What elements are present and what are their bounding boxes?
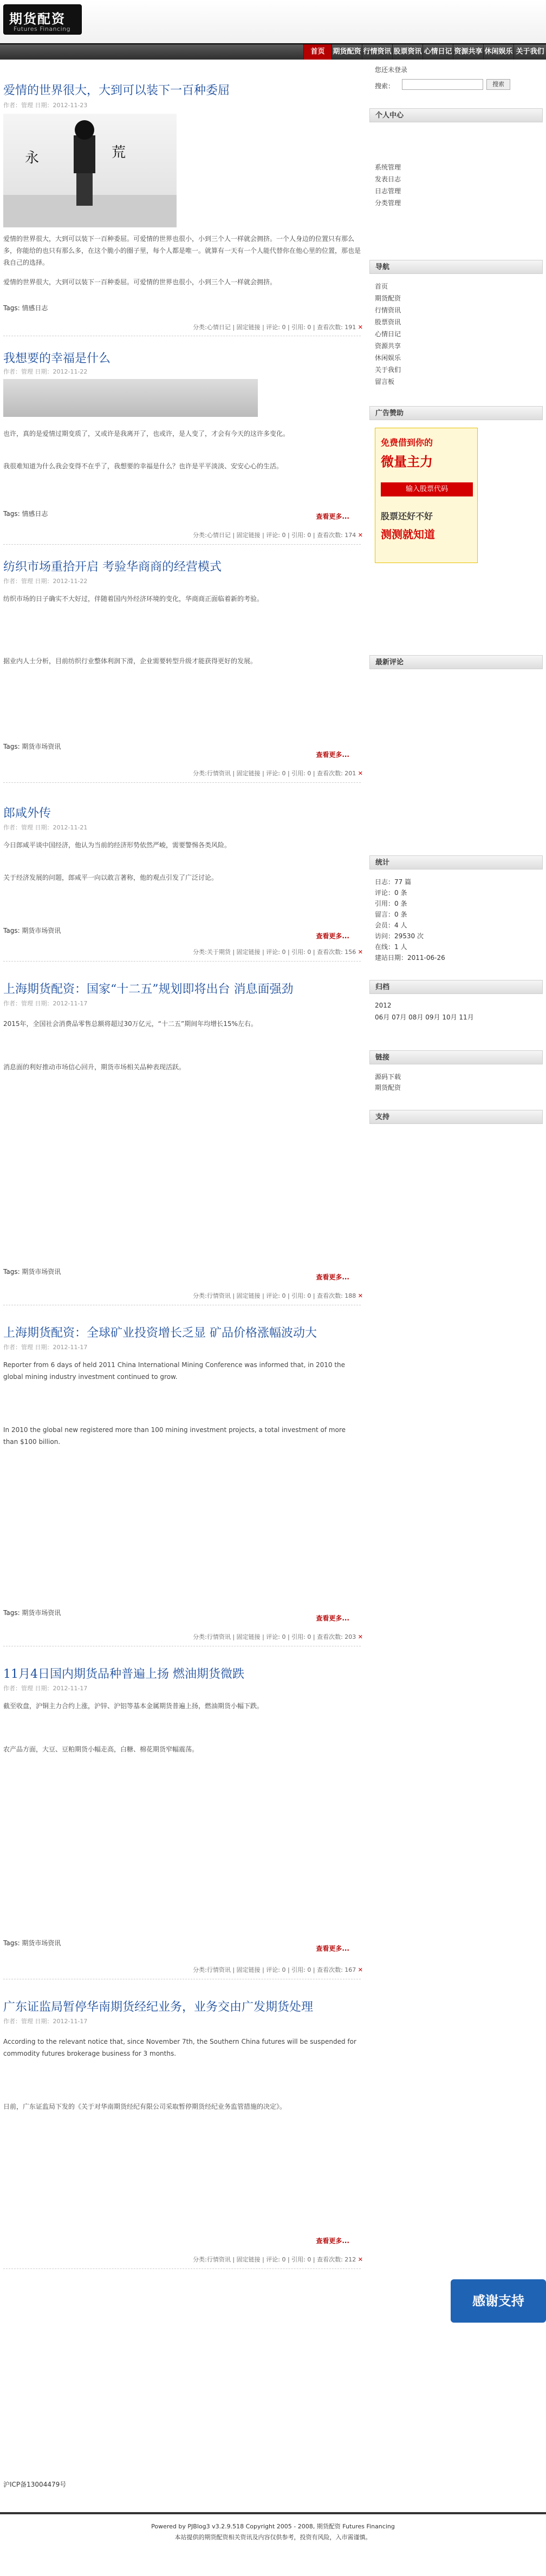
stock-ad-banner[interactable] (375, 428, 478, 563)
post-meta: 作者：管理 日期：2012-11-17 (3, 1000, 88, 1007)
friend-link[interactable]: 源码下载 (375, 1073, 401, 1081)
post-paragraph: 今日郎咸平谈中国经济，他认为当前的经济形势依然严峻，需要警惕各类风险。 (3, 841, 231, 849)
logo-sub-text: Futures Financing (14, 25, 71, 32)
post-footer-text: 分类:行情资讯 | 固定链接 | 评论: 0 | 引用: 0 | 查看次数: 203 (193, 1633, 356, 1640)
post-footer-text: 分类:心情日记 | 固定链接 | 评论: 0 | 引用: 0 | 查看次数: 191 (193, 324, 356, 331)
girl-photo-illustration (3, 114, 177, 227)
nav-link[interactable]: 期货配资 (375, 295, 401, 302)
post-footer (162, 323, 363, 331)
post-meta: 作者：管理 日期：2012-11-17 (3, 1685, 88, 1692)
post-title[interactable]: 爱情的世界很大，大到可以装下一百种委屈 (3, 84, 230, 97)
read-more-link[interactable]: 查看更多... (316, 932, 349, 940)
post-title[interactable]: 上海期货配资：国家“十二五”规划即将出台 消息面强劲 (3, 983, 294, 996)
post-paragraph: In 2010 the global new registered more than 100 mining investment projects, a total investment of more than $100 billion. (3, 1426, 346, 1446)
delete-icon[interactable]: ✕ (358, 1292, 363, 1299)
post-tags[interactable]: Tags: 期货市场资讯 (3, 1939, 61, 1947)
post-footer-text: 分类:行情资讯 | 固定链接 | 评论: 0 | 引用: 0 | 查看次数: 201 (193, 770, 356, 777)
post-paragraph: Reporter from 6 days of held 2011 China International Mining Conference was informed that, in 2010 the global mining industry investment continued to grow. (3, 1361, 346, 1381)
footer-line: Powered by PJBlog3 v3.2.9.518 Copyright 2005 - 2008, 期货配资 Futures Financing (151, 2523, 395, 2530)
post-title[interactable]: 11月4日国内期货品种普遍上扬 燃油期货微跌 (3, 1668, 244, 1681)
nav-link[interactable]: 留言板 (375, 378, 395, 385)
sidebar (369, 60, 546, 2512)
post-paragraph: According to the relevant notice that, since November 7th, the Southern China futures will be suspended for commodity futures brokerage business for 3 months. (3, 2038, 356, 2057)
post-paragraph: 农产品方面，大豆、豆粕期货小幅走高，白糖、棉花期货窄幅震荡。 (3, 1745, 199, 1753)
post-meta: 作者：管理 日期：2012-11-22 (3, 368, 88, 375)
divider (3, 544, 361, 545)
main-nav (0, 43, 546, 60)
header (0, 0, 546, 43)
stats-item: 建站日期：2011-06-26 (375, 954, 445, 962)
nav-link[interactable]: 关于我们 (375, 366, 401, 374)
post-footer (162, 1291, 363, 1300)
read-more-link[interactable]: 查看更多... (316, 1273, 349, 1281)
nav-item-stock[interactable]: 股票资讯 (392, 44, 422, 60)
ad-line: 免费借到你的 (381, 437, 433, 448)
post-footer-text: 分类:行情资讯 | 固定链接 | 评论: 0 | 引用: 0 | 查看次数: 167 (193, 1966, 356, 1973)
post-paragraph: 爱情的世界很大，大到可以装下一百种委屈。可爱情的世界也很小，小到三个人一样就会拥挤。一个人身边的位置只有那么多，你能给的也只有那么多，在这个脆小的圈子里，每个人都是唯一。就算有一天有一个人能代替你在他心里的位置，那也是我自己的选择。 (3, 235, 361, 266)
nav-item-futures[interactable]: 期货配资 (332, 44, 362, 60)
post-footer (162, 947, 363, 956)
post-tags[interactable]: Tags: 期货市场资讯 (3, 1268, 61, 1276)
divider (3, 2268, 361, 2269)
stats-item: 日志：77 篇 (375, 878, 412, 886)
ad-box-title: 广告赞助 (369, 406, 543, 420)
nav-item-resource[interactable]: 资源共享 (453, 44, 483, 60)
post-title[interactable]: 上海期货配资：全球矿业投资增长乏显 矿品价格涨幅波动大 (3, 1326, 317, 1340)
nav-item-mood[interactable]: 心情日记 (422, 44, 453, 60)
post-footer-text: 分类:行情资讯 | 固定链接 | 评论: 0 | 引用: 0 | 查看次数: 212 (193, 2256, 356, 2263)
nav-item-about[interactable]: 关于我们 (514, 44, 546, 60)
ad-line: 输入股票代码 (381, 482, 473, 496)
icp-record: 沪ICP备13004479号 (3, 2481, 67, 2488)
archive-box-title: 归档 (369, 980, 543, 994)
post-meta: 作者：管理 日期：2012-11-17 (3, 2018, 88, 2025)
links-box-title: 链接 (369, 1050, 543, 1064)
search-button[interactable]: 搜索 (486, 79, 510, 90)
post-paragraph: 关于经济发展的问题，郎咸平一向以敢言著称，他的观点引发了广泛讨论。 (3, 874, 218, 881)
post-meta: 作者：管理 日期：2012-11-22 (3, 578, 88, 585)
nav-link[interactable]: 股票资讯 (375, 318, 401, 326)
support-box-title: 支持 (369, 1110, 543, 1124)
post-title[interactable]: 郎咸外传 (3, 807, 51, 820)
post-meta: 作者：管理 日期：2012-11-21 (3, 824, 88, 831)
post-title[interactable]: 我想要的幸福是什么 (3, 352, 111, 365)
post-paragraph: 截至收盘，沪铜主力合约上涨，沪锌、沪铝等基本金属期货普遍上扬，燃油期货小幅下跌。 (3, 1702, 264, 1710)
stats-item: 访问：29530 次 (375, 932, 424, 940)
nav-link[interactable]: 行情资讯 (375, 306, 401, 314)
post-paragraph: 2015年，全国社会消费品零售总额将超过30万亿元，“十二五”期间年均增长15%左右。 (3, 1020, 257, 1028)
post-paragraph: 日前，广东证监局下发的《关于对华南期货经纪有限公司采取暂停期货经纪业务监管措施的决定》。 (3, 2103, 287, 2110)
post-paragraph: 我很难知道为什么我会变得不在乎了，我想要的幸福是什么？也许是平平淡淡、安安心心的生活。 (3, 462, 283, 470)
read-more-link[interactable]: 查看更多... (316, 751, 349, 759)
stats-box-title: 统计 (369, 855, 543, 869)
post-footer (162, 1632, 363, 1641)
support-banner[interactable]: 感谢支持 (451, 2279, 546, 2323)
nav-box-title: 导航 (369, 260, 543, 274)
post-tags[interactable]: Tags: 情感日志 (3, 510, 48, 518)
post-meta: 作者：管理 日期：2012-11-23 (3, 102, 88, 109)
nav-link[interactable]: 心情日记 (375, 330, 401, 338)
delete-icon[interactable]: ✕ (358, 1633, 363, 1640)
site-logo[interactable] (3, 4, 82, 35)
post-title[interactable]: 纺织市场重拾开启 考验华商商的经营模式 (3, 560, 222, 574)
newest-box-title: 最新评论 (369, 655, 543, 669)
delete-icon[interactable]: ✕ (358, 2256, 363, 2263)
nav-item-leisure[interactable]: 休闲娱乐 (483, 44, 514, 60)
nav-item-market[interactable]: 行情资讯 (362, 44, 392, 60)
archive-item[interactable]: 06月 07月 08月 09月 10月 11月 (375, 1014, 474, 1021)
post-tags[interactable]: Tags: 期货市场资讯 (3, 1609, 61, 1617)
footer-line: 本站提供的期货配资相关资讯及内容仅供参考，投资有风险，入市需谨慎。 (174, 2534, 372, 2541)
svg-text:荒: 荒 (112, 145, 126, 161)
post-tags[interactable]: Tags: 情感日志 (3, 304, 48, 312)
nav-link[interactable]: 首页 (375, 283, 388, 290)
personal-link[interactable]: 发表日志 (375, 175, 401, 183)
post-paragraph: 消息面的利好推动市场信心回升，期货市场相关品种表现活跃。 (3, 1063, 186, 1071)
friend-link[interactable]: 期货配资 (375, 1084, 401, 1091)
logo-main-text: 期货配资 (9, 11, 66, 27)
delete-icon[interactable]: ✕ (358, 324, 363, 331)
personal-link[interactable]: 分类管理 (375, 199, 401, 207)
stats-item: 引用：0 条 (375, 900, 407, 907)
stats-item: 评论：0 条 (375, 889, 407, 897)
divider (3, 961, 361, 962)
delete-icon[interactable]: ✕ (358, 770, 363, 777)
ad-line: 测测就知道 (381, 528, 435, 541)
search-label: 搜索： (375, 82, 395, 90)
post-paragraph: 爱情的世界很大，大到可以装下一百种委屈。可爱情的世界也很小，小到三个人一样就会拥挤。 (3, 278, 277, 286)
personal-link[interactable]: 日志管理 (375, 187, 401, 195)
post-footer (162, 2255, 363, 2264)
post-paragraph: 据业内人士分析，目前纺织行业整体利润下滑，企业需要转型升级才能获得更好的发展。 (3, 657, 257, 665)
ad-line: 微量主力 (381, 454, 433, 469)
delete-icon[interactable]: ✕ (358, 949, 363, 956)
delete-icon[interactable]: ✕ (358, 532, 363, 539)
footer (0, 2512, 546, 2576)
ad-line: 股票还好不好 (381, 511, 433, 521)
post-footer-text: 分类:关于期货 | 固定链接 | 评论: 0 | 引用: 0 | 查看次数: 156 (193, 949, 356, 956)
stats-item: 在线：1 人 (375, 943, 407, 951)
post-tags[interactable]: Tags: 期货市场资讯 (3, 743, 61, 750)
post-image (3, 379, 258, 417)
svg-text:永: 永 (25, 150, 40, 166)
read-more-link[interactable]: 查看更多... (316, 2237, 349, 2245)
post-footer (162, 769, 363, 777)
read-more-link[interactable]: 查看更多... (316, 1614, 349, 1622)
post-footer-text: 分类:心情日记 | 固定链接 | 评论: 0 | 引用: 0 | 查看次数: 174 (193, 532, 356, 539)
read-more-link[interactable]: 查看更多... (316, 513, 349, 520)
nav-link[interactable]: 休闲娱乐 (375, 354, 401, 362)
post-title[interactable]: 广东证监局暂停华南期货经纪业务，业务交由广发期货处理 (3, 2000, 314, 2014)
post-image (3, 114, 177, 227)
post-paragraph: 纺织市场的日子确实不大好过，伴随着国内外经济环境的变化，华商商正面临着新的考验。 (3, 595, 264, 603)
personal-box-title: 个人中心 (369, 108, 543, 122)
stats-item: 留言：0 条 (375, 911, 407, 918)
stats-item: 会员：4 人 (375, 921, 407, 929)
post-footer (162, 531, 363, 539)
delete-icon[interactable]: ✕ (358, 1966, 363, 1973)
nav-item-home[interactable]: 首页 (303, 44, 332, 60)
search-input[interactable] (402, 79, 483, 90)
post-paragraph: 也许，真的是爱情过期变质了，又或许是我离开了，也或许，是人变了，才会有今天的这许多变化。 (3, 430, 290, 437)
post-meta: 作者：管理 日期：2012-11-17 (3, 1344, 88, 1351)
main-content (0, 60, 366, 2512)
post-footer (162, 1965, 363, 1974)
nav-link[interactable]: 资源共享 (375, 342, 401, 350)
personal-link[interactable]: 系统管理 (375, 164, 401, 171)
post-footer-text: 分类:行情资讯 | 固定链接 | 评论: 0 | 引用: 0 | 查看次数: 188 (193, 1292, 356, 1299)
archive-item[interactable]: 2012 (375, 1002, 392, 1009)
post-tags[interactable]: Tags: 期货市场资讯 (3, 927, 61, 934)
divider (3, 782, 361, 783)
login-tip: 您还未登录 (375, 66, 408, 74)
read-more-link[interactable]: 查看更多... (316, 1945, 349, 1952)
